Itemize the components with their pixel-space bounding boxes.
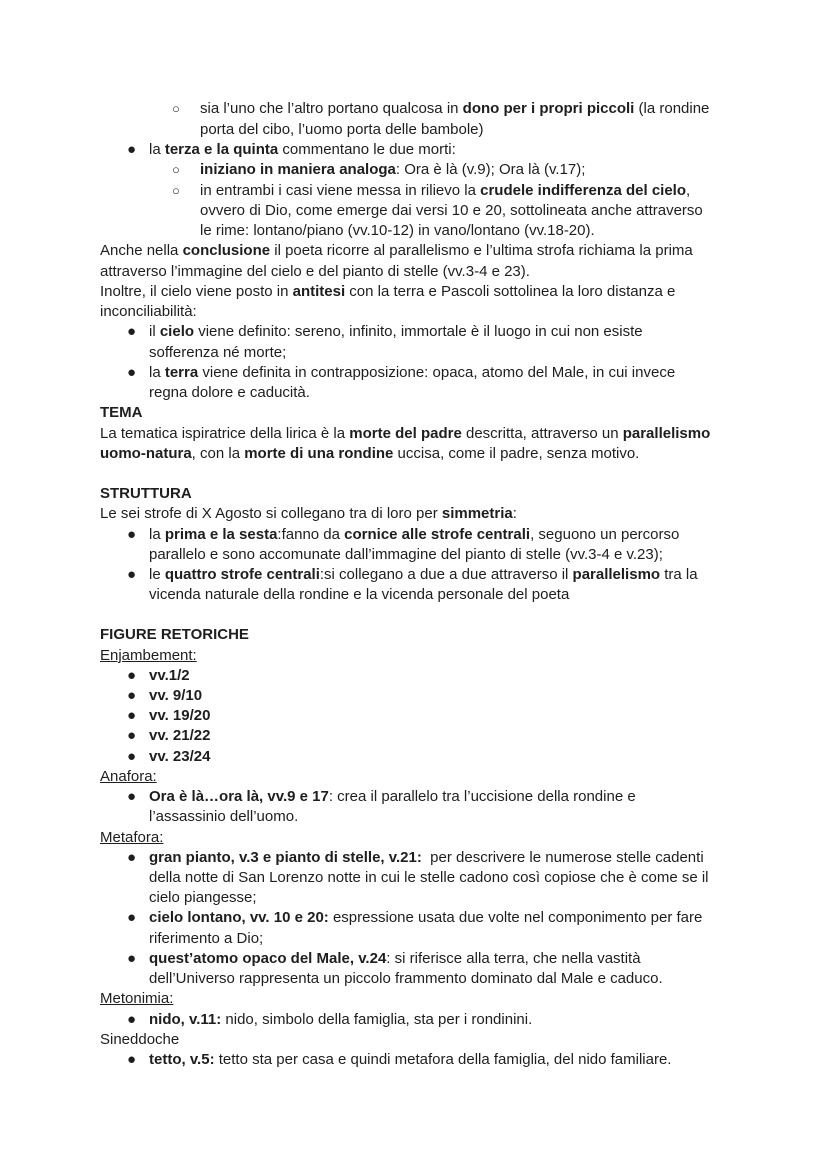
- bullet-item: ● gran pianto, v.3 e pianto di stelle, v.21: per descrivere le numerose stelle cadenti: [127, 849, 704, 866]
- subheading-enjambement: Enjambement:: [100, 647, 197, 664]
- text-line: riferimento a Dio;: [149, 930, 264, 947]
- bullet-item: ● la terra viene definita in contrapposizione: opaca, atomo del Male, in cui invece: [127, 364, 676, 381]
- text-line: porta del cibo, l’uomo porta delle bambole): [200, 121, 484, 138]
- bullet-icon: ●: [127, 323, 137, 340]
- text-line: vicenda naturale della rondine e la vicenda personale del poeta: [149, 586, 570, 603]
- bullet-icon: ●: [127, 667, 137, 684]
- bullet-item: ● la terza e la quinta commentano le due morti:: [127, 141, 456, 158]
- bullet-icon: ●: [127, 950, 137, 967]
- bullet-icon: ●: [127, 727, 137, 744]
- text-line: parallelo e sono accomunate dall’immagine del pianto di stelle (vv.3-4 e v.23);: [149, 546, 663, 563]
- bullet-item: ● cielo lontano, vv. 10 e 20: espressione usata due volte nel componimento per fare: [127, 909, 703, 926]
- bullet-icon: ●: [127, 849, 137, 866]
- bullet-icon: ●: [127, 687, 137, 704]
- sub-bullet-item: ○ iniziano in maniera analoga: Ora è là (v.9); Ora là (v.17);: [172, 161, 586, 178]
- text-line: cielo piangesse;: [149, 889, 257, 906]
- bullet-item: ● il cielo viene definito: sereno, infinito, immortale è il luogo in cui non esiste: [127, 323, 643, 340]
- paragraph-line: Anche nella conclusione il poeta ricorre al parallelismo e l’ultima strofa richiama la prima: [100, 242, 693, 259]
- bullet-icon: ●: [127, 909, 137, 926]
- bullet-item: ● tetto, v.5: tetto sta per casa e quindi metafora della famiglia, del nido familiare.: [127, 1051, 672, 1068]
- sub-bullet-item: ○ in entrambi i casi viene messa in rilievo la crudele indifferenza del cielo,: [172, 182, 691, 199]
- bullet-icon: ●: [127, 1011, 137, 1028]
- paragraph-line: Inoltre, il cielo viene posto in antitesi con la terra e Pascoli sottolinea la loro distanza e: [100, 283, 676, 300]
- text-line: regna dolore e caducità.: [149, 384, 310, 401]
- bullet-item: ● quest’atomo opaco del Male, v.24: si riferisce alla terra, che nella vastità: [127, 950, 641, 967]
- bullet-icon: ●: [127, 141, 137, 158]
- text-line: ovvero di Dio, come emerge dai versi 10 e 20, sottolineata anche attraverso: [200, 202, 703, 219]
- section-heading-tema: TEMA: [100, 404, 143, 421]
- bullet-item: ● nido, v.11: nido, simbolo della famiglia, sta per i rondinini.: [127, 1011, 533, 1028]
- text-line: le rime: lontano/piano (vv.10-12) in vano/lontano (vv.18-20).: [200, 222, 595, 239]
- text-line: della notte di San Lorenzo notte in cui le stelle cadono così copiose che è come se il: [149, 869, 709, 886]
- paragraph-line: La tematica ispiratrice della lirica è la morte del padre descritta, attraverso un parallelismo: [100, 425, 711, 442]
- bullet-item: ● vv.1/2: [127, 667, 190, 684]
- bullet-item: ● la prima e la sesta:fanno da cornice alle strofe centrali, seguono un percorso: [127, 526, 680, 543]
- bullet-icon: ●: [127, 566, 137, 583]
- paragraph-line: Le sei strofe di X Agosto si collegano tra di loro per simmetria:: [100, 505, 517, 522]
- hollow-bullet-icon: ○: [172, 183, 180, 198]
- paragraph-line: attraverso l’immagine del cielo e del pianto di stelle (vv.3-4 e 23).: [100, 263, 530, 280]
- subheading-sineddoche: Sineddoche: [100, 1031, 180, 1048]
- bullet-icon: ●: [127, 364, 137, 381]
- text-line: dell’Universo rappresenta un piccolo frammento dominato dal Male e caduco.: [149, 970, 663, 987]
- bullet-item: ● vv. 9/10: [127, 687, 203, 704]
- bullet-item: ● le quattro strofe centrali:si collegano a due a due attraverso il parallelismo tra la: [127, 566, 698, 583]
- bullet-item: ● vv. 23/24: [127, 748, 211, 765]
- text-line: sofferenza né morte;: [149, 344, 287, 361]
- sub-bullet-item: ○ sia l’uno che l’altro portano qualcosa in dono per i propri piccoli (la rondine: [172, 100, 710, 117]
- hollow-bullet-icon: ○: [172, 101, 180, 116]
- bullet-icon: ●: [127, 526, 137, 543]
- bullet-icon: ●: [127, 748, 137, 765]
- section-heading-struttura: STRUTTURA: [100, 485, 192, 502]
- bullet-icon: ●: [127, 788, 137, 805]
- hollow-bullet-icon: ○: [172, 162, 180, 177]
- text-line: l’assassinio dell’uomo.: [149, 808, 299, 825]
- bullet-item: ● vv. 21/22: [127, 727, 211, 744]
- bullet-icon: ●: [127, 707, 137, 724]
- subheading-metonimia: Metonimia:: [100, 990, 174, 1007]
- section-heading-figure-retoriche: FIGURE RETORICHE: [100, 626, 249, 643]
- bullet-item: ● Ora è là…ora là, vv.9 e 17: crea il parallelo tra l’uccisione della rondine e: [127, 788, 636, 805]
- bullet-item: ● vv. 19/20: [127, 707, 211, 724]
- paragraph-line: inconciliabilità:: [100, 303, 197, 320]
- paragraph-line: uomo-natura, con la morte di una rondine uccisa, come il padre, senza motivo.: [100, 445, 640, 462]
- subheading-anafora: Anafora:: [100, 768, 157, 785]
- subheading-metafora: Metafora:: [100, 829, 164, 846]
- bullet-icon: ●: [127, 1051, 137, 1068]
